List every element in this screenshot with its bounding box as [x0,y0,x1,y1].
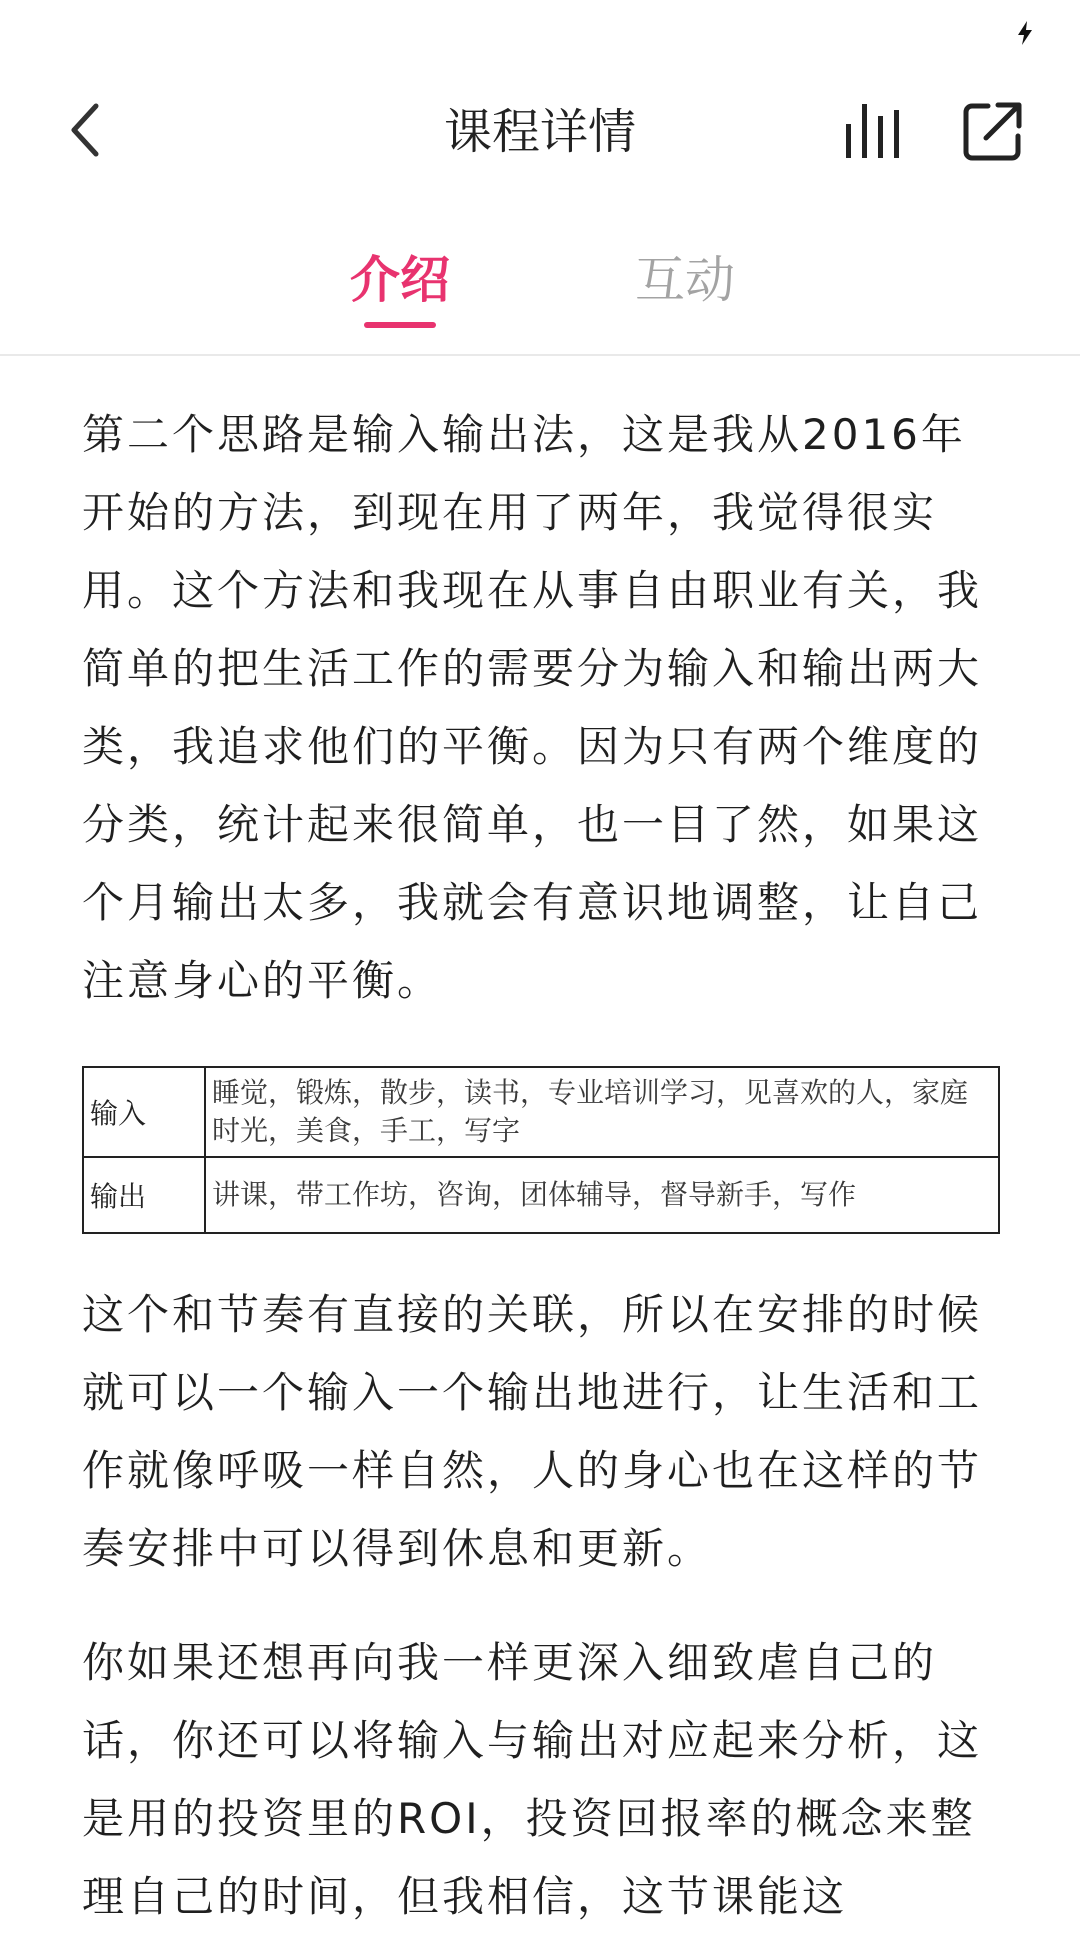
table-cell-output-value: 讲课，带工作坊，咨询，团体辅导，督导新手，写作 [205,1157,999,1233]
tab-intro[interactable]: 介绍 [350,251,450,309]
tab-bar [0,198,1080,356]
page-title: 课程详情 [443,104,636,160]
content-paragraph-3: 你如果还想再向我一样更深入细致虐自己的话，你还可以将输入与输出对应起来分析，这是用的投资里的ROI，投资回报率的概念来整理自己的时间，但我相信，这节课能这 [82,1638,983,1921]
charging-bolt-icon [1014,20,1036,46]
status-bar [0,0,1080,66]
course-content [82,396,1002,1936]
table-row [83,1067,999,1157]
tab-interaction[interactable]: 互动 [635,251,735,309]
input-output-table [82,1066,1000,1234]
table-row [83,1157,999,1233]
stats-button[interactable] [838,100,908,164]
bar-chart-icon [842,100,904,164]
active-tab-indicator [364,322,436,328]
table-cell-input-value: 睡觉，锻炼，散步，读书，专业培训学习，见喜欢的人，家庭时光，美食，手工，写字 [205,1067,999,1157]
content-paragraph-1: 第二个思路是输入输出法，这是我从2016年开始的方法，到现在用了两年，我觉得很实用。这个方法和我现在从事自由职业有关，我简单的把生活工作的需要分为输入和输出两大类，我追求他们的平衡。因为只有两个维度的分类，统计起来很简单，也一目了然，如果这个月输出太多，我就会有意识地调整，让自己注意身心的平衡。 [82,410,983,1005]
table-cell-output-key: 输出 [83,1157,205,1233]
share-icon [962,100,1024,166]
share-button[interactable] [958,98,1028,168]
content-paragraph-2: 这个和节奏有直接的关联，所以在安排的时候就可以一个输入一个输出地进行，让生活和工作就像呼吸一样自然，人的身心也在这样的节奏安排中可以得到休息和更新。 [82,1290,983,1573]
table-cell-input-key: 输入 [83,1067,205,1157]
navigation-bar [0,66,1080,198]
